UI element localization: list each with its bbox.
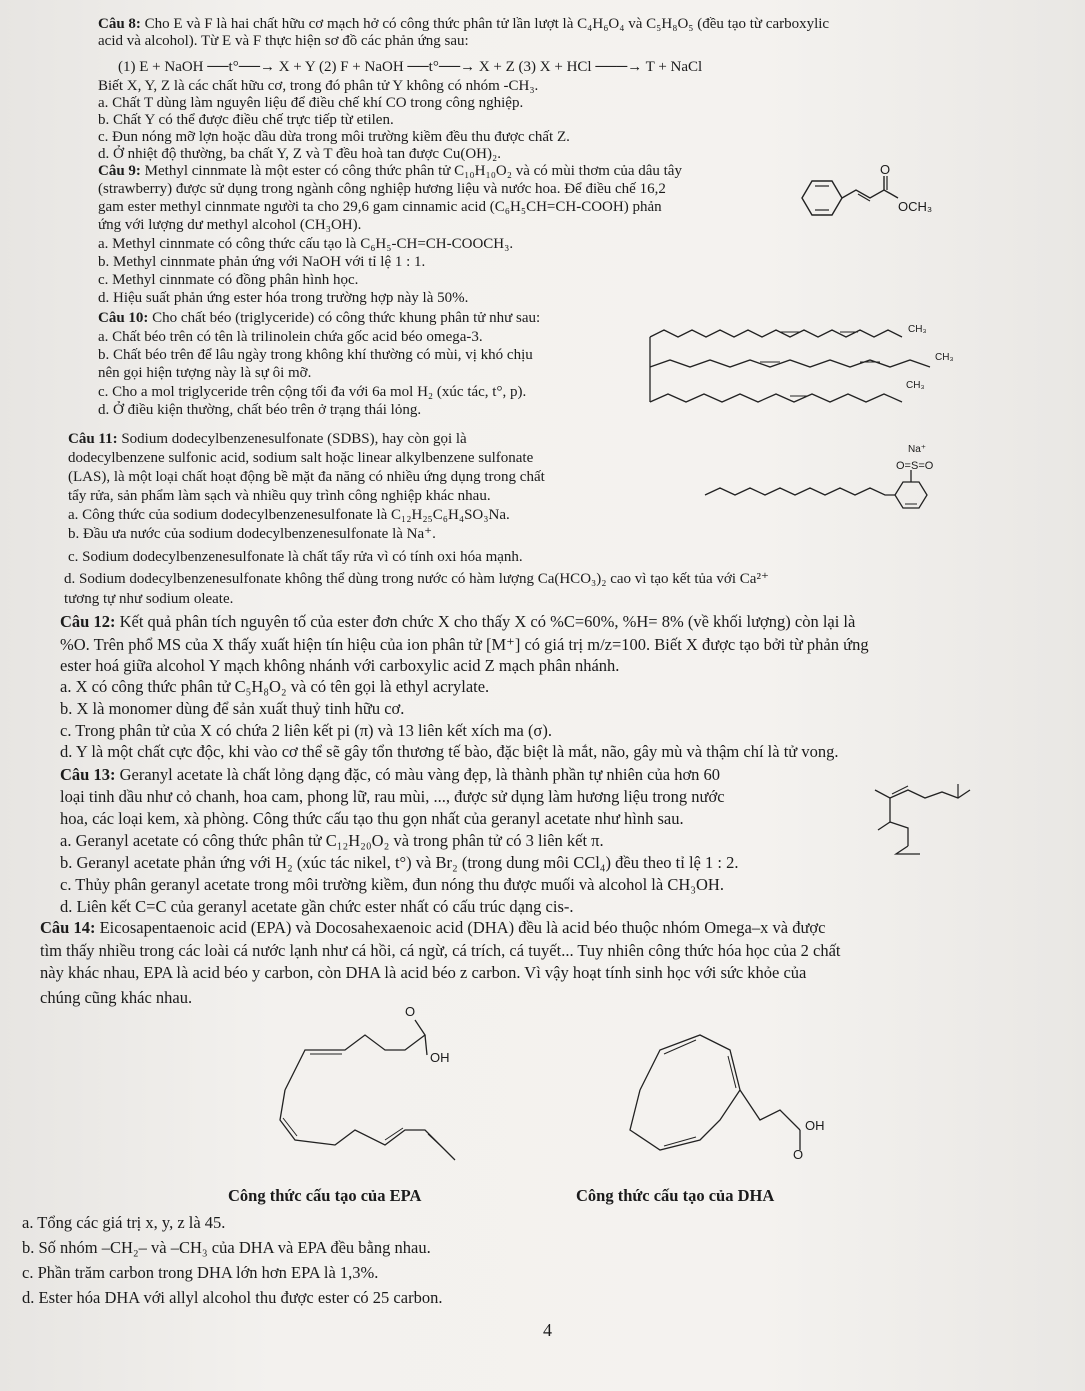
q14-stem-line1: Câu 14: Eicosapentaenoic acid (EPA) và Docosahexaenoic acid (DHA) đều là acid béo thuộc nhóm Omega–x và được	[40, 918, 826, 937]
o-label: O	[880, 162, 891, 177]
dha-oh-label: OH	[805, 1118, 825, 1133]
q11-option-c: c. Sodium dodecylbenzenesulfonate là chất tẩy rửa vì có tính oxi hóa mạnh.	[68, 549, 523, 565]
q10-option-c: c. Cho a mol triglyceride trên cộng tối đa với 6a mol H₂ (xúc tác, t°, p).	[98, 384, 527, 400]
so3-label: O=S=O	[896, 460, 934, 472]
q8-option-a: a. Chất T dùng làm nguyên liệu để điều chế khí CO trong công nghiệp.	[98, 95, 524, 111]
q9-stem-line2: (strawberry) được sử dụng trong ngành công nghiệp hương liệu và nước hoa. Để điều chế 16,2	[98, 181, 666, 197]
epa-caption: Công thức cấu tạo của EPA	[228, 1186, 422, 1205]
q14-stem-line3: này khác nhau, EPA là acid béo y carbon, còn DHA là acid béo z carbon. Vì vậy hoạt tính sinh học với sức khỏe của	[40, 963, 807, 982]
na-label: Na⁺	[908, 444, 927, 455]
page-number: 4	[543, 1320, 552, 1340]
dha-caption: Công thức cấu tạo của DHA	[576, 1186, 775, 1205]
q9-option-b: b. Methyl cinnmate phản ứng với NaOH với tỉ lệ 1 : 1.	[98, 254, 426, 270]
q8-given: Biết X, Y, Z là các chất hữu cơ, trong đó phân tử Y không có nhóm -CH₃.	[98, 78, 539, 94]
q13-stem-line2: loại tinh dầu như cỏ chanh, hoa cam, phong lữ, rau mùi, ..., được sử dụng làm hương liệu trong nước	[60, 787, 725, 806]
epa-o-label: O	[405, 1004, 416, 1019]
q9-stem-line3: gam ester methyl cinnmate người ta cho 29,6 gam cinnamic acid (C₆H₅CH=CH-COOH) phản	[98, 199, 662, 215]
q14-stem-line2: tìm thấy nhiều trong các loài cá nước lạnh như cá hồi, cá ngừ, cá trích, cá tuyết... Tuy nhiên công thức hóa học của 2 chất	[40, 941, 841, 960]
q11-option-d-line1: d. Sodium dodecylbenzenesulfonate không thể dùng trong nước có hàm lượng Ca(HCO₃)₂ cao vì tạo kết tủa với Ca²⁺	[64, 571, 769, 587]
q10-option-b-line2: nên gọi hiện tượng này là sự ôi mỡ.	[98, 365, 312, 381]
q12-stem-line2: %O. Trên phổ MS của X thấy xuất hiện tín hiệu của ion phân tử [M⁺] có giá trị m/z=100. Biết X được tạo bởi từ phản ứng	[60, 635, 869, 654]
q10-option-d: d. Ở điều kiện thường, chất béo trên ở trạng thái lỏng.	[98, 402, 422, 418]
epa-oh-label: OH	[430, 1050, 450, 1065]
q11-stem-line2: dodecylbenzene sulfonic acid, sodium salt hoặc linear alkylbenzene sulfonate	[68, 450, 534, 466]
ch3-label-3: CH₃	[906, 380, 925, 391]
q13-stem-line3: hoa, các loại kem, xà phòng. Công thức cấu tạo thu gọn nhất của geranyl acetate như hình sau.	[60, 809, 684, 828]
methyl-cinnamate-structure	[790, 162, 933, 228]
q8-stem-line1: Câu 8: Cho E và F là hai chất hữu cơ mạch hở có công thức phân tử lần lượt là C₄H₆O₄ và C₅H₈O₅ (đều tạo từ carboxylic	[98, 16, 830, 32]
q12-stem-line1: Câu 12: Kết quả phân tích nguyên tố của ester đơn chức X cho thấy X có %C=60%, %H= 8% (về khối lượng) còn lại là	[60, 612, 856, 631]
q10-option-a: a. Chất béo trên có tên là trilinolein chứa gốc acid béo omega-3.	[98, 329, 483, 345]
q14-stem-line4: chúng cũng khác nhau.	[40, 988, 193, 1007]
dha-o-label: O	[793, 1147, 804, 1162]
triglyceride-structure	[640, 312, 960, 416]
epa-structure	[255, 1004, 495, 1180]
q12-stem-line3: ester hoá giữa alcohol Y mạch không nhánh với carboxylic acid Z mạch phân nhánh.	[60, 656, 620, 675]
q9-stem-line1: Câu 9: Methyl cinnmate là một ester có công thức phân tử C₁₀H₁₀O₂ và có mùi thơm của dâu tây	[98, 163, 682, 179]
ch3-label-2: CH₃	[935, 352, 954, 363]
q8-option-c: c. Đun nóng mỡ lợn hoặc dầu dừa trong môi trường kiềm đều thu được chất Z.	[98, 129, 570, 145]
q14-option-d: d. Ester hóa DHA với allyl alcohol thu được ester có 25 carbon.	[22, 1288, 443, 1307]
q14-option-c: c. Phần trăm carbon trong DHA lớn hơn EPA là 1,3%.	[22, 1263, 379, 1282]
och3-label: OCH₃	[898, 199, 933, 214]
q11-option-a: a. Công thức của sodium dodecylbenzenesulfonate là C₁₂H₂₅C₆H₄SO₃Na.	[68, 507, 510, 523]
q9-option-c: c. Methyl cinnmate có đồng phân hình học.	[98, 272, 359, 288]
q13-option-b: b. Geranyl acetate phản ứng với H₂ (xúc tác nikel, t°) và Br₂ (trong dung môi CCl₄) đều theo tỉ lệ 1 : 2.	[60, 853, 739, 872]
q13-option-a: a. Geranyl acetate có công thức phân tử C₁₂H₂₀O₂ và trong phân tử có 3 liên kết π.	[60, 831, 604, 850]
q11-stem-line1: Câu 11: Sodium dodecylbenzenesulfonate (SDBS), hay còn gọi là	[68, 431, 467, 447]
q12-option-b: b. X là monomer dùng để sản xuất thuỷ tinh hữu cơ.	[60, 699, 405, 718]
q8-stem-line2: acid và alcohol). Từ E và F thực hiện sơ đồ các phản ứng sau:	[98, 33, 469, 49]
q10-stem: Câu 10: Cho chất béo (triglyceride) có công thức khung phân tử như sau:	[98, 310, 541, 326]
q13-stem-line1: Câu 13: Geranyl acetate là chất lỏng dạng đặc, có màu vàng đẹp, là thành phần tự nhiên của hơn 60	[60, 765, 721, 784]
q12-option-c: c. Trong phân tử của X có chứa 2 liên kết pi (π) và 13 liên kết xích ma (σ).	[60, 721, 552, 740]
q9-stem-line4: ứng với lượng dư methyl alcohol (CH₃OH).	[98, 217, 362, 233]
ch3-label-1: CH₃	[908, 324, 927, 335]
q8-option-b: b. Chất Y có thể được điều chế trực tiếp từ etilen.	[98, 112, 394, 128]
q11-option-d-line2: tương tự như sodium oleate.	[64, 591, 234, 607]
sdbs-structure	[700, 440, 940, 528]
q9-option-a: a. Methyl cinnmate có công thức cấu tạo là C₆H₅-CH=CH-COOCH₃.	[98, 236, 514, 252]
q8-option-d: d. Ở nhiệt độ thường, ba chất Y, Z và T đều hoà tan được Cu(OH)₂.	[98, 146, 501, 162]
geranyl-acetate-structure	[870, 780, 980, 860]
q8-reactions: (1) E + NaOH ──t°──→ X + Y (2) F + NaOH ──t°──→ X + Z (3) X + HCl ───→ T + NaCl	[118, 59, 703, 75]
q14-option-b: b. Số nhóm –CH₂– và –CH₃ của DHA và EPA đều bằng nhau.	[22, 1238, 431, 1257]
q12-option-a: a. X có công thức phân tử C₅H₈O₂ và có tên gọi là ethyl acrylate.	[60, 677, 490, 696]
q13-option-d: d. Liên kết C=C của geranyl acetate gần chức ester nhất có cấu trúc dạng cis-.	[60, 897, 574, 916]
q11-stem-line4: tẩy rửa, sản phẩm làm sạch và nhiều quy trình công nghiệp khác nhau.	[68, 488, 491, 504]
q10-option-b-line1: b. Chất béo trên để lâu ngày trong không khí thường có mùi, vị khó chịu	[98, 347, 533, 363]
q13-option-c: c. Thủy phân geranyl acetate trong môi trường kiềm, đun nóng thu được muối và alcohol là CH₃OH.	[60, 875, 724, 894]
q14-option-a: a. Tổng các giá trị x, y, z là 45.	[22, 1213, 226, 1232]
q9-option-d: d. Hiệu suất phản ứng ester hóa trong trường hợp này là 50%.	[98, 290, 469, 306]
q11-option-b: b. Đầu ưa nước của sodium dodecylbenzenesulfonate là Na⁺.	[68, 526, 436, 542]
q12-option-d: d. Y là một chất cực độc, khi vào cơ thể sẽ gây tổn thương tế bào, đặc biệt là mắt, não, gây mù và thậm chí là tử vong.	[60, 742, 839, 761]
dha-structure	[600, 1030, 830, 1180]
q11-stem-line3: (LAS), là một loại chất hoạt động bề mặt đa năng có nhiều ứng dụng trong chất	[68, 469, 545, 485]
